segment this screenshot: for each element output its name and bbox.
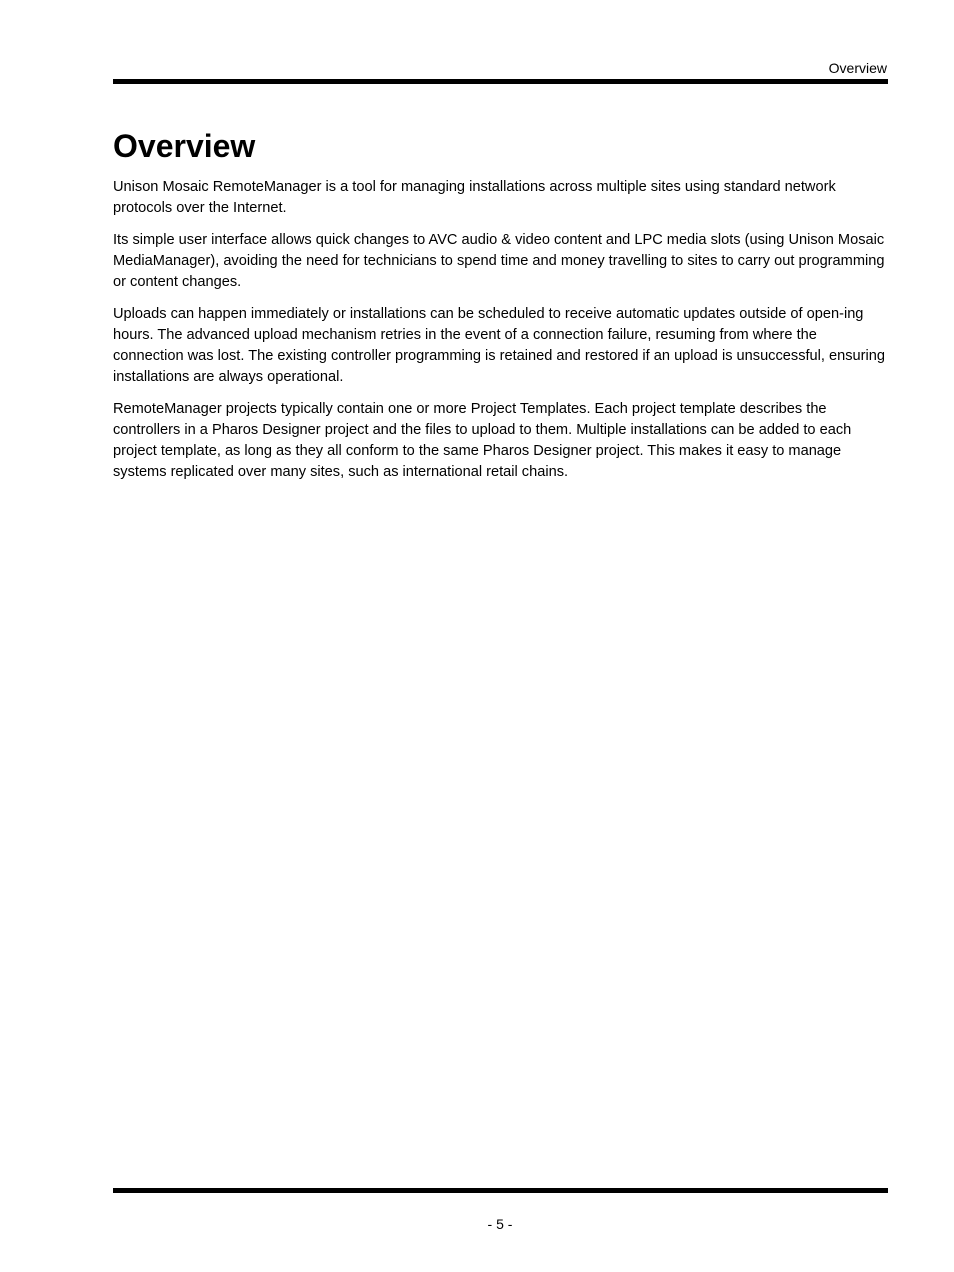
paragraph-interface: Its simple user interface allows quick changes to AVC audio & video content and LPC media slots (using Unison Mosaic MediaManager), avoiding the need for technicians to spend time and money travelling to sites to carry out programming or content changes.: [113, 232, 885, 290]
header-rule: [113, 79, 888, 84]
paragraph-project-templates: RemoteManager projects typically contain one or more Project Templates. Each project template describes the controllers in a Pharos Designer project and the files to upload to them. Multiple installations can be added to each project template, as long as they all conform to the same Pharos Designer project. This makes it easy to manage systems replicated over many sites, such as international retail chains.: [113, 401, 852, 480]
page-number: - 5 -: [487, 1216, 513, 1232]
page-content: [113, 126, 888, 494]
running-header-title: Overview: [828, 60, 887, 76]
paragraph-intro: Unison Mosaic RemoteManager is a tool for managing installations across multiple sites using standard network protocols over the Internet.: [113, 179, 836, 216]
paragraph-uploads: Uploads can happen immediately or installations can be scheduled to receive automatic updates outside of open-ing hours. The advanced upload mechanism retries in the event of a connection failure, resuming from where the connection was lost. The existing controller programming is retained and restored if an upload is unsuccessful, ensuring installations are always operational.: [113, 306, 885, 385]
footer-rule: [113, 1188, 888, 1193]
page-title: Overview: [113, 128, 256, 164]
